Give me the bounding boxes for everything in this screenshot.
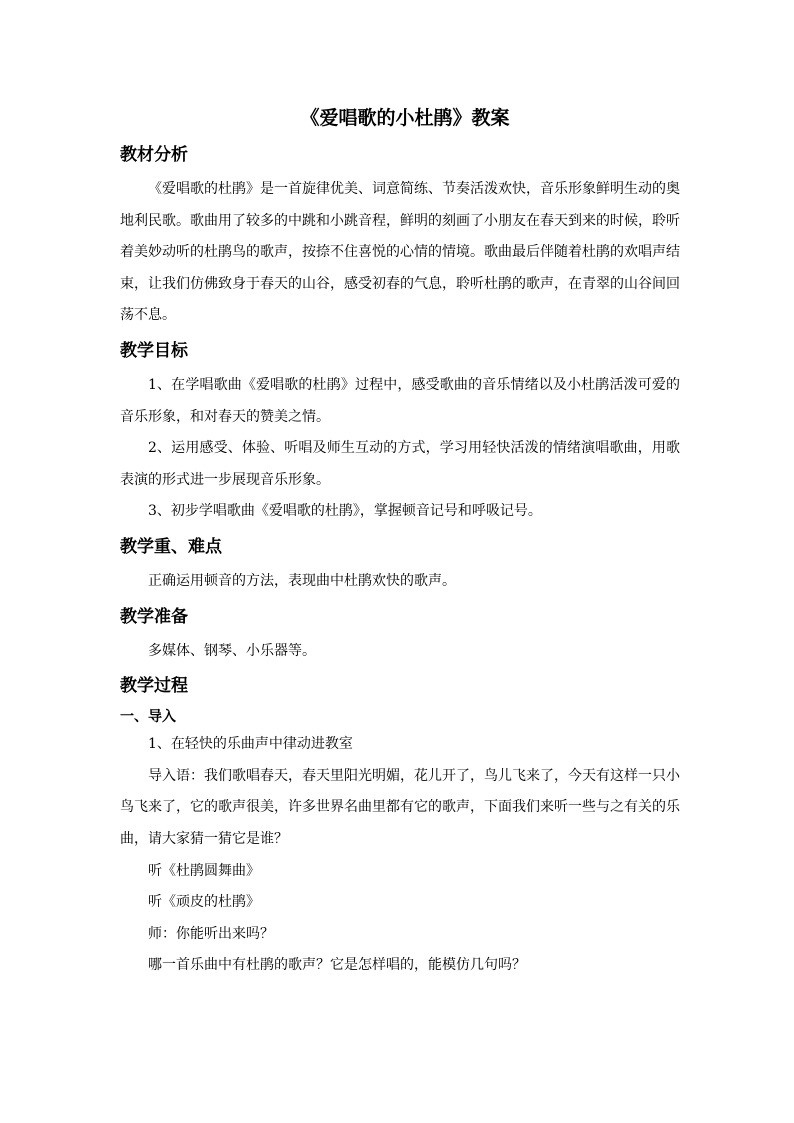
process-line-2: 导入语：我们歌唱春天，春天里阳光明媚，花儿开了，鸟儿飞来了，今天有这样一只小鸟飞来了，它的歌声很美，许多世界名曲里都有它的歌声，下面我们来听一些与之有关的乐曲，请大家猜一猜它是谁？ [120,767,680,847]
goal-item-3: 3、初步学唱歌曲《爱唱歌的杜鹃》，掌握顿音记号和呼吸记号。 [148,503,542,520]
process-line-5: 师：你能听出来吗？ [148,925,274,942]
document-title: 《爱唱歌的小杜鹃》教案 [300,107,510,129]
process-line-3: 听《杜鹃圆舞曲》 [148,862,260,879]
section-heading-goals: 教学目标 [120,340,188,361]
analysis-paragraph: 《爱唱歌的杜鹃》是一首旋律优美、词意简练、节奏活泼欢快，音乐形象鲜明生动的奥地利民歌。歌曲用了较多的中跳和小跳音程，鲜明的刻画了小朋友在春天到来的时候，聆听着美妙动听的杜鹃鸟的歌声，按捺不住喜悦的心情的情境。歌曲最后伴随着杜鹃的欢唱声结束，让我们仿佛致身于春天的山谷，感受初春的气息，聆听杜鹃的歌声，在青翠的山谷间回荡不息。 [120,181,680,324]
focus-paragraph: 正确运用顿音的方法，表现曲中杜鹃欢快的歌声。 [148,572,456,589]
prep-paragraph: 多媒体、钢琴、小乐器等。 [148,642,316,659]
process-line-6: 哪一首乐曲中有杜鹃的歌声？它是怎样唱的，能模仿几句吗？ [148,957,526,974]
process-subheading-intro: 一、导入 [120,709,176,726]
process-line-1: 1、在轻快的乐曲声中律动进教室 [148,736,353,753]
goal-item-2: 2、运用感受、体验、听唱及师生互动的方式，学习用轻快活泼的情绪演唱歌曲，用歌表演的形式进一步展现音乐形象。 [120,440,680,488]
goal-item-1: 1、在学唱歌曲《爱唱歌的杜鹃》过程中，感受歌曲的音乐情绪以及小杜鹃活泼可爱的音乐形象，和对春天的赞美之情。 [120,376,680,425]
section-heading-focus: 教学重、难点 [120,536,222,557]
process-line-4: 听《顽皮的杜鹃》 [148,894,260,911]
section-heading-process: 教学过程 [120,676,188,697]
section-heading-prep: 教学准备 [120,606,188,627]
section-heading-analysis: 教材分析 [120,145,188,165]
document-content [120,104,680,982]
